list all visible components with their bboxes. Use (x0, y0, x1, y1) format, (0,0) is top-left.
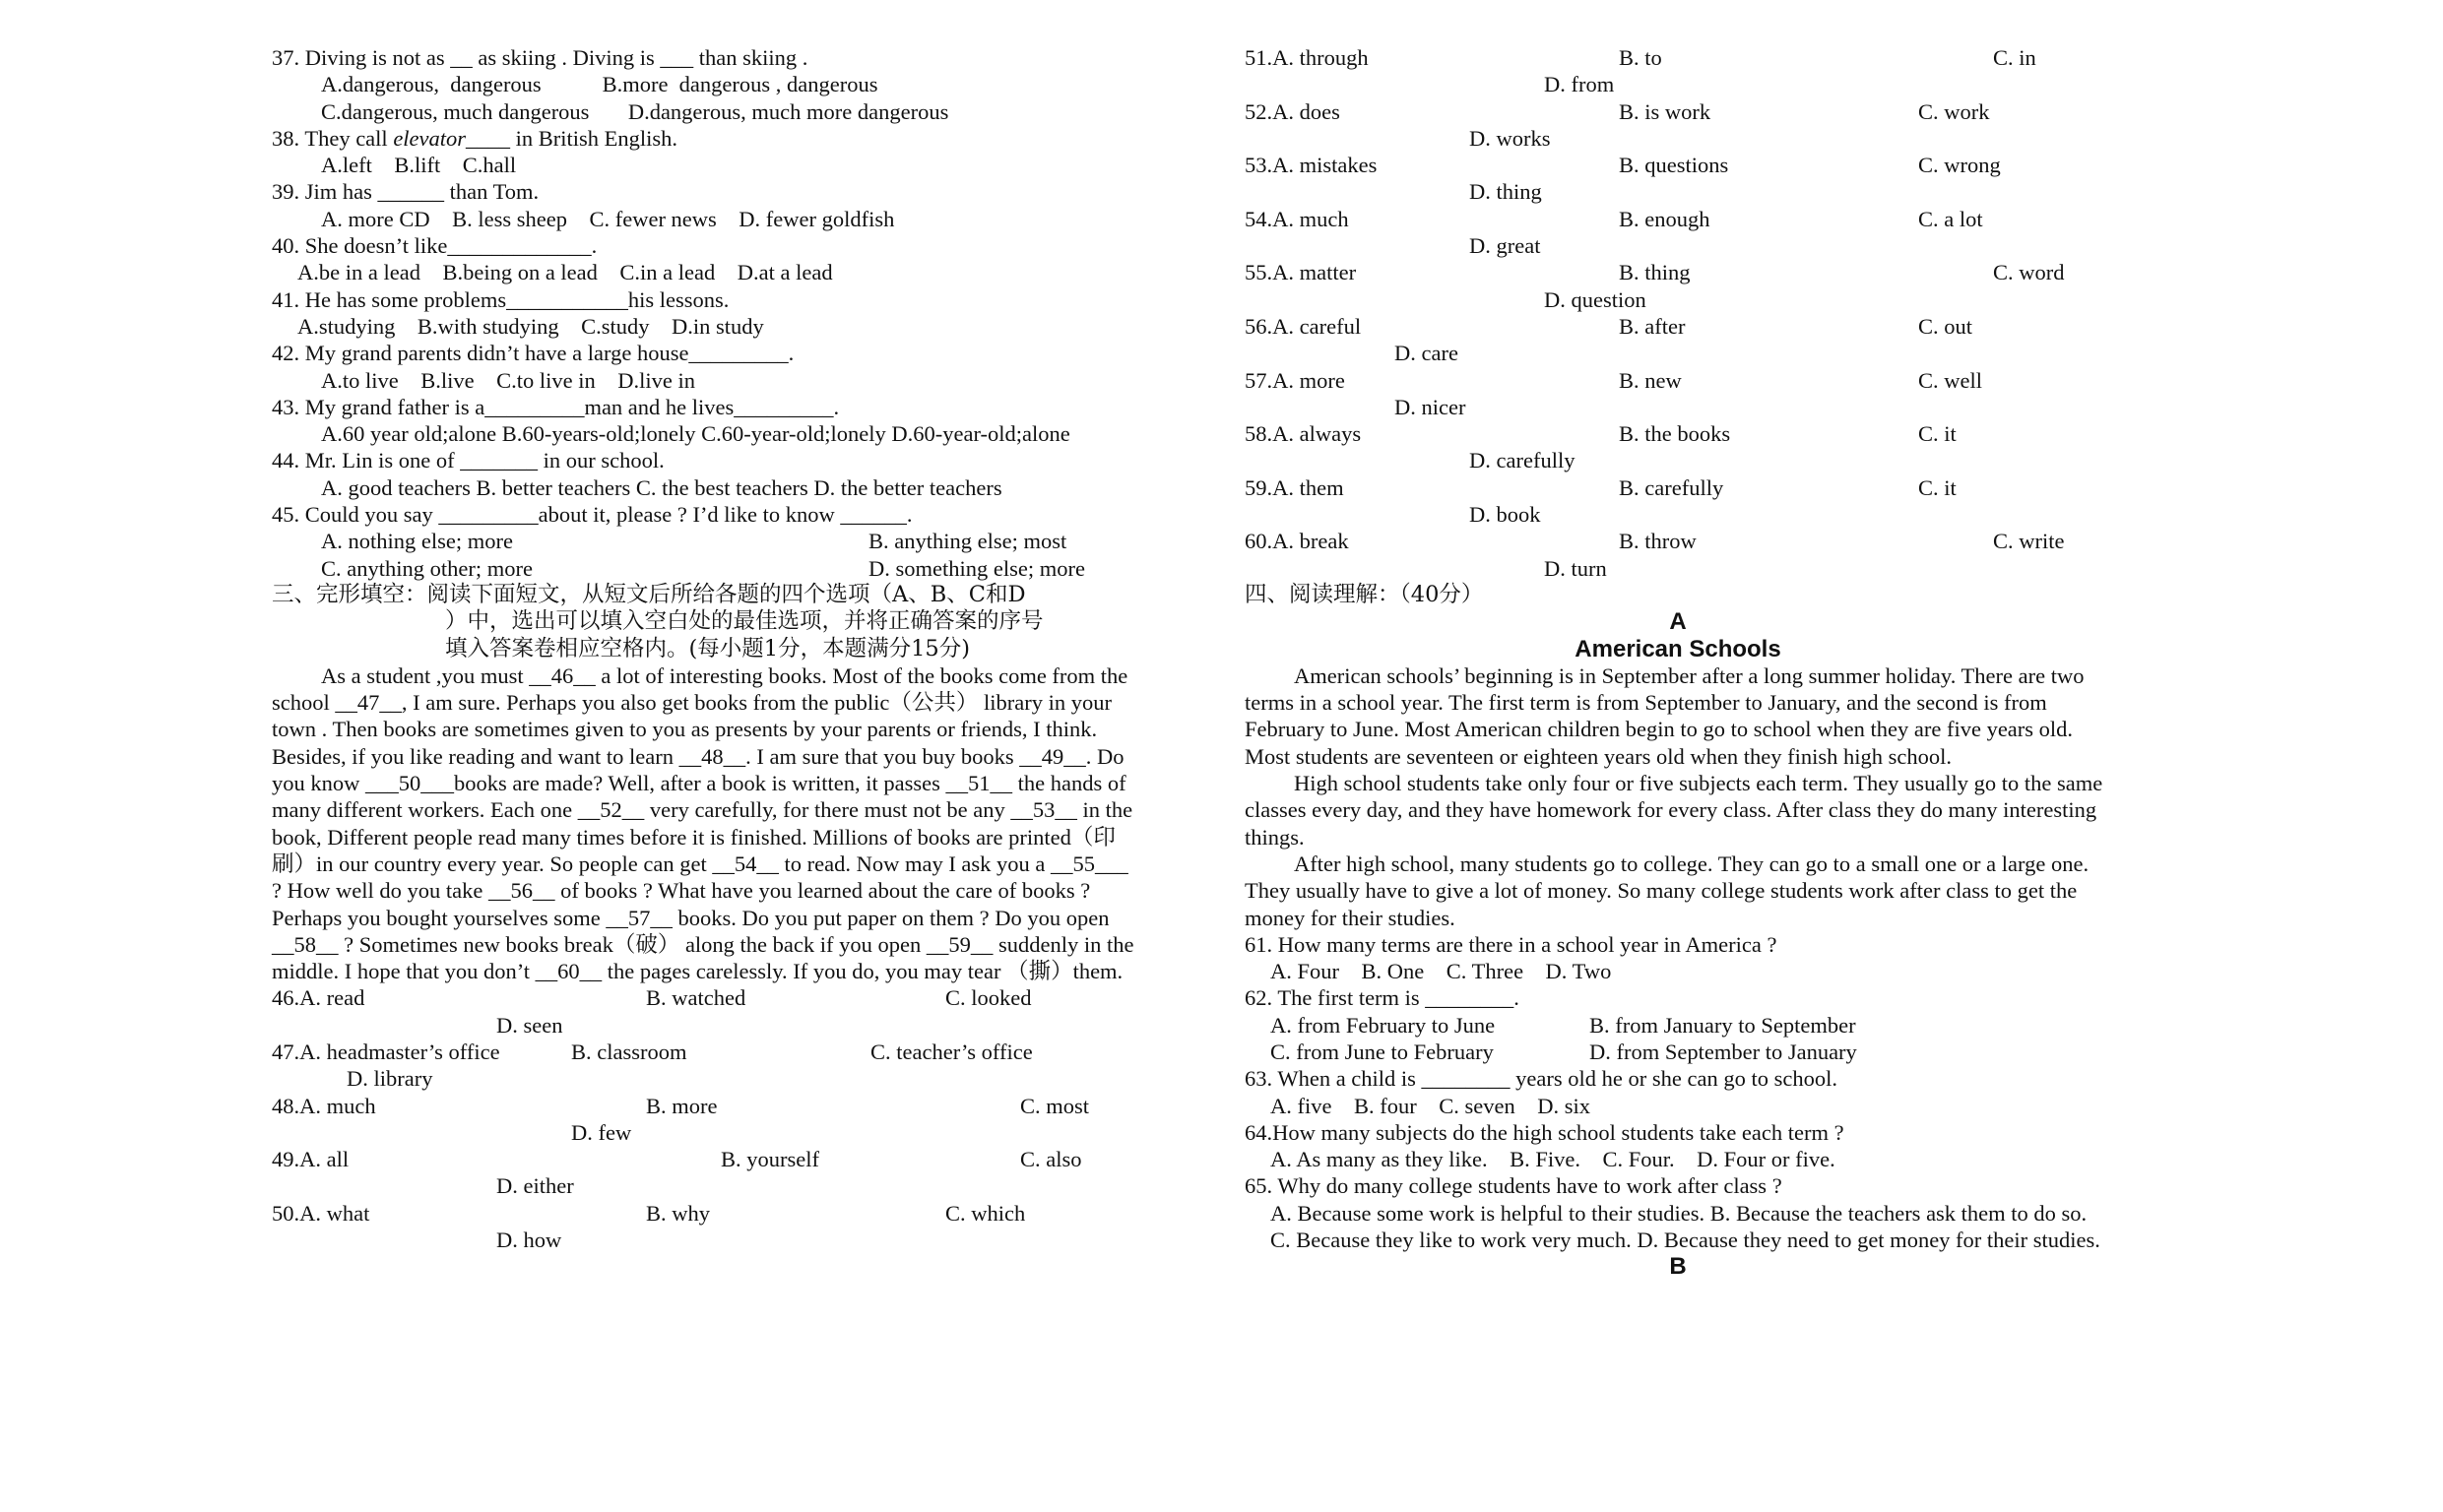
question-46-options-row2 (272, 1012, 1138, 1039)
question-43-stem: 43. My grand father is a_________man and he lives_________. (272, 394, 840, 419)
question-46-option-a: 46.A. read (272, 985, 365, 1011)
question-62-option-d: D. from September to January (1589, 1039, 1857, 1064)
question-56-option-b: B. after (1619, 313, 1686, 339)
passage-a-paragraph-2: High school students take only four or five subjects each term. They usually go to the same classes every day, and they have homework for every class. After class they do many interesting things. (1245, 771, 2103, 850)
question-57-options-row2 (1245, 394, 2111, 420)
question-60-options-row2 (1245, 555, 2111, 582)
question-58-options-row1 (1245, 420, 2111, 447)
question-59-option-a: 59.A. them (1245, 474, 1344, 500)
question-51-option-b: B. to (1619, 45, 1662, 70)
question-50-option-d: D. how (496, 1228, 562, 1253)
question-41-options: A.studying B.with studying C.study D.in study (297, 313, 764, 339)
question-42-options: A.to live B.live C.to live in D.live in (321, 367, 695, 393)
question-38-stem: 38. They call elevator____ in British English. (272, 125, 678, 151)
question-56-option-d: D. care (1394, 341, 1458, 366)
question-37-options-ab: A.dangerous, dangerous B.more dangerous , dangerous (321, 72, 878, 97)
question-50-option-c: C. which (945, 1200, 1026, 1226)
cloze-passage: As a student ,you must __46__ a lot of interesting books. Most of the books come from the school __47__, I am sure. Perhaps you also get books from the public（公共） library in your town . Then books are sometimes given to you as presents by your parents or friends, I think. Besides, if you like reading and want to learn __48__. I am sure that you buy books __49__. Do you know ___50___books are made? Well, after a book is written, it passes __51__ the hands of many different workers. Each one __52__ very carefully, for there must not be any __53__ in the book, Different people read many times before it is finished. Millions of books are printed（印刷）in our country every year. So people can get __54__ to read. Now may I ask you a __55___ ? How well do you take __56__ of books ? What have you learned about the care of books ? Perhaps you bought yourselves some __57__ books. Do you put paper on them ? Do you open __58__ ? Sometimes new books break（破） along the back if you open __59__ suddenly in the middle. I hope that you don’t __60__ the pages carelessly. If you do, you may tear （撕）them. (272, 662, 1134, 984)
question-53-options-row1 (1245, 152, 2111, 178)
question-37-options-cd: C.dangerous, much dangerous D.dangerous, much more dangerous (321, 98, 949, 124)
section-3-instructions-line3: 填入答案卷相应空格内。(每小题1分，本题满分15分) (445, 635, 971, 662)
question-45-options-row2 (272, 555, 1138, 582)
question-48-option-c: C. most (1020, 1093, 1090, 1118)
question-48-option-b: B. more (646, 1093, 718, 1118)
section-3-instructions-line2: ）中，选出可以填入空白处的最佳选项，并将正确答案的序号 (445, 608, 1044, 635)
question-60-option-b: B. throw (1619, 529, 1697, 554)
question-59-options-row2 (1245, 501, 2111, 528)
question-59-option-b: B. carefully (1619, 474, 1724, 500)
question-56-option-c: C. out (1918, 313, 1973, 339)
question-62-option-b: B. from January to September (1589, 1012, 1856, 1038)
question-60-options-row1 (1245, 528, 2111, 554)
question-37-stem: 37. Diving is not as __ as skiing . Diving is ___ than skiing . (272, 45, 808, 70)
question-58-option-d: D. carefully (1469, 448, 1575, 473)
question-58-option-a: 58.A. always (1245, 421, 1362, 447)
question-51-options-row1 (1245, 44, 2111, 71)
left-column (272, 44, 1138, 1253)
question-65-options-cd: C. Because they like to work very much. D. Because they need to get money for their studies. (1270, 1228, 2100, 1253)
question-47-option-a: 47.A. headmaster’s office (272, 1039, 500, 1064)
passage-a-paragraph-1: American schools’ beginning is in September after a long summer holiday. There are two terms in a school year. The first term is from September to January, and the second is from February to June. Most American children begin to go to school when they are five years old. Most students are seventeen or eighteen years old when they finish high school. (1245, 662, 2085, 769)
question-45-option-c: C. anything other; more (321, 555, 533, 581)
question-46-option-c: C. looked (945, 985, 1032, 1011)
question-49-options-row1 (272, 1146, 1138, 1172)
question-46-option-d: D. seen (496, 1012, 563, 1038)
question-60-option-d: D. turn (1544, 555, 1607, 581)
section-4-heading: 四、阅读理解：（40分） (1245, 581, 1484, 607)
question-55-option-c: C. word (1993, 260, 2065, 285)
question-64-stem: 64.How many subjects do the high school students take each term ? (1245, 1119, 1844, 1145)
question-38-options: A.left B.lift C.hall (321, 153, 517, 178)
question-45-option-a: A. nothing else; more (321, 529, 513, 554)
question-43-options: A.60 year old;alone B.60-years-old;lonely C.60-year-old;lonely D.60-year-old;alone (321, 421, 1070, 447)
question-41-stem: 41. He has some problems___________his lessons. (272, 286, 730, 312)
question-56-options-row2 (1245, 340, 2111, 366)
question-58-option-b: B. the books (1619, 421, 1731, 447)
part-b-label: B (1669, 1253, 1687, 1281)
question-42-stem: 42. My grand parents didn’t have a large house_________. (272, 341, 795, 366)
question-57-option-a: 57.A. more (1245, 367, 1345, 393)
question-62-option-a: A. from February to June (1270, 1012, 1496, 1038)
question-52-option-d: D. works (1469, 125, 1551, 151)
question-49-option-c: C. also (1020, 1147, 1082, 1172)
question-48-option-d: D. few (571, 1119, 632, 1145)
question-54-option-d: D. great (1469, 233, 1541, 259)
question-52-options-row2 (1245, 125, 2111, 152)
question-45-option-b: B. anything else; most (868, 529, 1067, 554)
question-44-options: A. good teachers B. better teachers C. the best teachers D. the better teachers (321, 474, 1002, 500)
question-51-option-d: D. from (1544, 72, 1615, 97)
question-39-options: A. more CD B. less sheep C. fewer news D. fewer goldfish (321, 206, 895, 231)
question-57-option-d: D. nicer (1394, 394, 1466, 419)
question-48-options-row1 (272, 1093, 1138, 1119)
question-49-option-a: 49.A. all (272, 1147, 350, 1172)
question-53-option-c: C. wrong (1918, 153, 2001, 178)
question-57-option-c: C. well (1918, 367, 1982, 393)
question-45-stem: 45. Could you say _________about it, please ? I’d like to know ______. (272, 502, 913, 528)
question-54-options-row2 (1245, 232, 2111, 259)
question-51-option-c: C. in (1993, 45, 2036, 70)
passage-a-title: American Schools (1575, 635, 1781, 662)
section-3-heading: 三、完形填空：阅读下面短文，从短文后所给各题的四个选项（A、B、C和D (272, 581, 1026, 607)
question-54-option-c: C. a lot (1918, 206, 1983, 231)
elevator-word: elevator (393, 125, 467, 151)
question-48-options-row2 (272, 1119, 1138, 1146)
question-62-options-row1 (1245, 1012, 2111, 1039)
question-44-stem: 44. Mr. Lin is one of _______ in our school. (272, 448, 665, 473)
question-55-option-a: 55.A. matter (1245, 260, 1357, 285)
part-a-label: A (1669, 608, 1687, 636)
question-50-option-b: B. why (646, 1200, 711, 1226)
question-62-option-c: C. from June to February (1270, 1039, 1494, 1064)
question-45-options-row1 (272, 528, 1138, 554)
question-63-stem: 63. When a child is ________ years old he or she can go to school. (1245, 1066, 1837, 1092)
question-55-options-row1 (1245, 259, 2111, 285)
question-49-options-row2 (272, 1172, 1138, 1199)
question-55-options-row2 (1245, 286, 2111, 313)
question-39-stem: 39. Jim has ______ than Tom. (272, 179, 540, 205)
question-48-option-a: 48.A. much (272, 1093, 376, 1118)
question-47-option-d: D. library (347, 1066, 433, 1092)
question-54-option-b: B. enough (1619, 206, 1710, 231)
question-47-options-row2 (272, 1065, 1138, 1092)
question-47-option-b: B. classroom (571, 1039, 687, 1064)
question-53-option-a: 53.A. mistakes (1245, 153, 1378, 178)
question-60-option-c: C. write (1993, 529, 2065, 554)
question-64-options: A. As many as they like. B. Five. C. Four. D. Four or five. (1270, 1147, 1835, 1172)
question-46-options-row1 (272, 984, 1138, 1011)
question-55-option-d: D. question (1544, 286, 1646, 312)
question-47-option-c: C. teacher’s office (870, 1039, 1033, 1064)
question-53-options-row2 (1245, 178, 2111, 205)
question-65-stem: 65. Why do many college students have to work after class ? (1245, 1173, 1782, 1199)
question-59-option-c: C. it (1918, 474, 1957, 500)
question-63-options: A. five B. four C. seven D. six (1270, 1093, 1590, 1118)
question-53-option-b: B. questions (1619, 153, 1729, 178)
question-58-options-row2 (1245, 447, 2111, 473)
question-50-options-row2 (272, 1227, 1138, 1253)
question-61-options: A. Four B. One C. Three D. Two (1270, 959, 1612, 984)
question-57-options-row1 (1245, 367, 2111, 394)
question-50-option-a: 50.A. what (272, 1200, 370, 1226)
question-52-options-row1 (1245, 98, 2111, 125)
question-52-option-c: C. work (1918, 98, 1990, 124)
question-59-option-d: D. book (1469, 502, 1541, 528)
question-47-options-row1 (272, 1039, 1138, 1065)
question-65-options-ab: A. Because some work is helpful to their studies. B. Because the teachers ask them to do so. (1270, 1200, 2088, 1226)
question-52-option-b: B. is work (1619, 98, 1711, 124)
question-45-option-d: D. something else; more (868, 555, 1085, 581)
question-58-option-c: C. it (1918, 421, 1957, 447)
question-62-options-row2 (1245, 1039, 2111, 1065)
question-62-stem: 62. The first term is ________. (1245, 985, 1519, 1011)
question-50-options-row1 (272, 1200, 1138, 1227)
question-46-option-b: B. watched (646, 985, 746, 1011)
question-40-stem: 40. She doesn’t like_____________. (272, 233, 598, 259)
question-53-option-d: D. thing (1469, 179, 1542, 205)
question-61-stem: 61. How many terms are there in a school year in America ? (1245, 931, 1777, 957)
right-column (1245, 44, 2111, 1281)
question-54-options-row1 (1245, 206, 2111, 232)
question-51-options-row2 (1245, 71, 2111, 97)
question-60-option-a: 60.A. break (1245, 529, 1349, 554)
question-52-option-a: 52.A. does (1245, 98, 1340, 124)
passage-a-paragraph-3: After high school, many students go to college. They can go to a small one or a large one. They usually have to give a lot of money. So many college students work after class to get the money for their studies. (1245, 850, 2089, 930)
question-59-options-row1 (1245, 474, 2111, 501)
question-56-option-a: 56.A. careful (1245, 313, 1362, 339)
question-57-option-b: B. new (1619, 367, 1682, 393)
question-40-options: A.be in a lead B.being on a lead C.in a lead D.at a lead (297, 260, 833, 285)
question-49-option-b: B. yourself (721, 1147, 819, 1172)
question-51-option-a: 51.A. through (1245, 45, 1369, 70)
question-55-option-b: B. thing (1619, 260, 1691, 285)
question-56-options-row1 (1245, 313, 2111, 340)
question-49-option-d: D. either (496, 1173, 574, 1199)
question-54-option-a: 54.A. much (1245, 206, 1349, 231)
